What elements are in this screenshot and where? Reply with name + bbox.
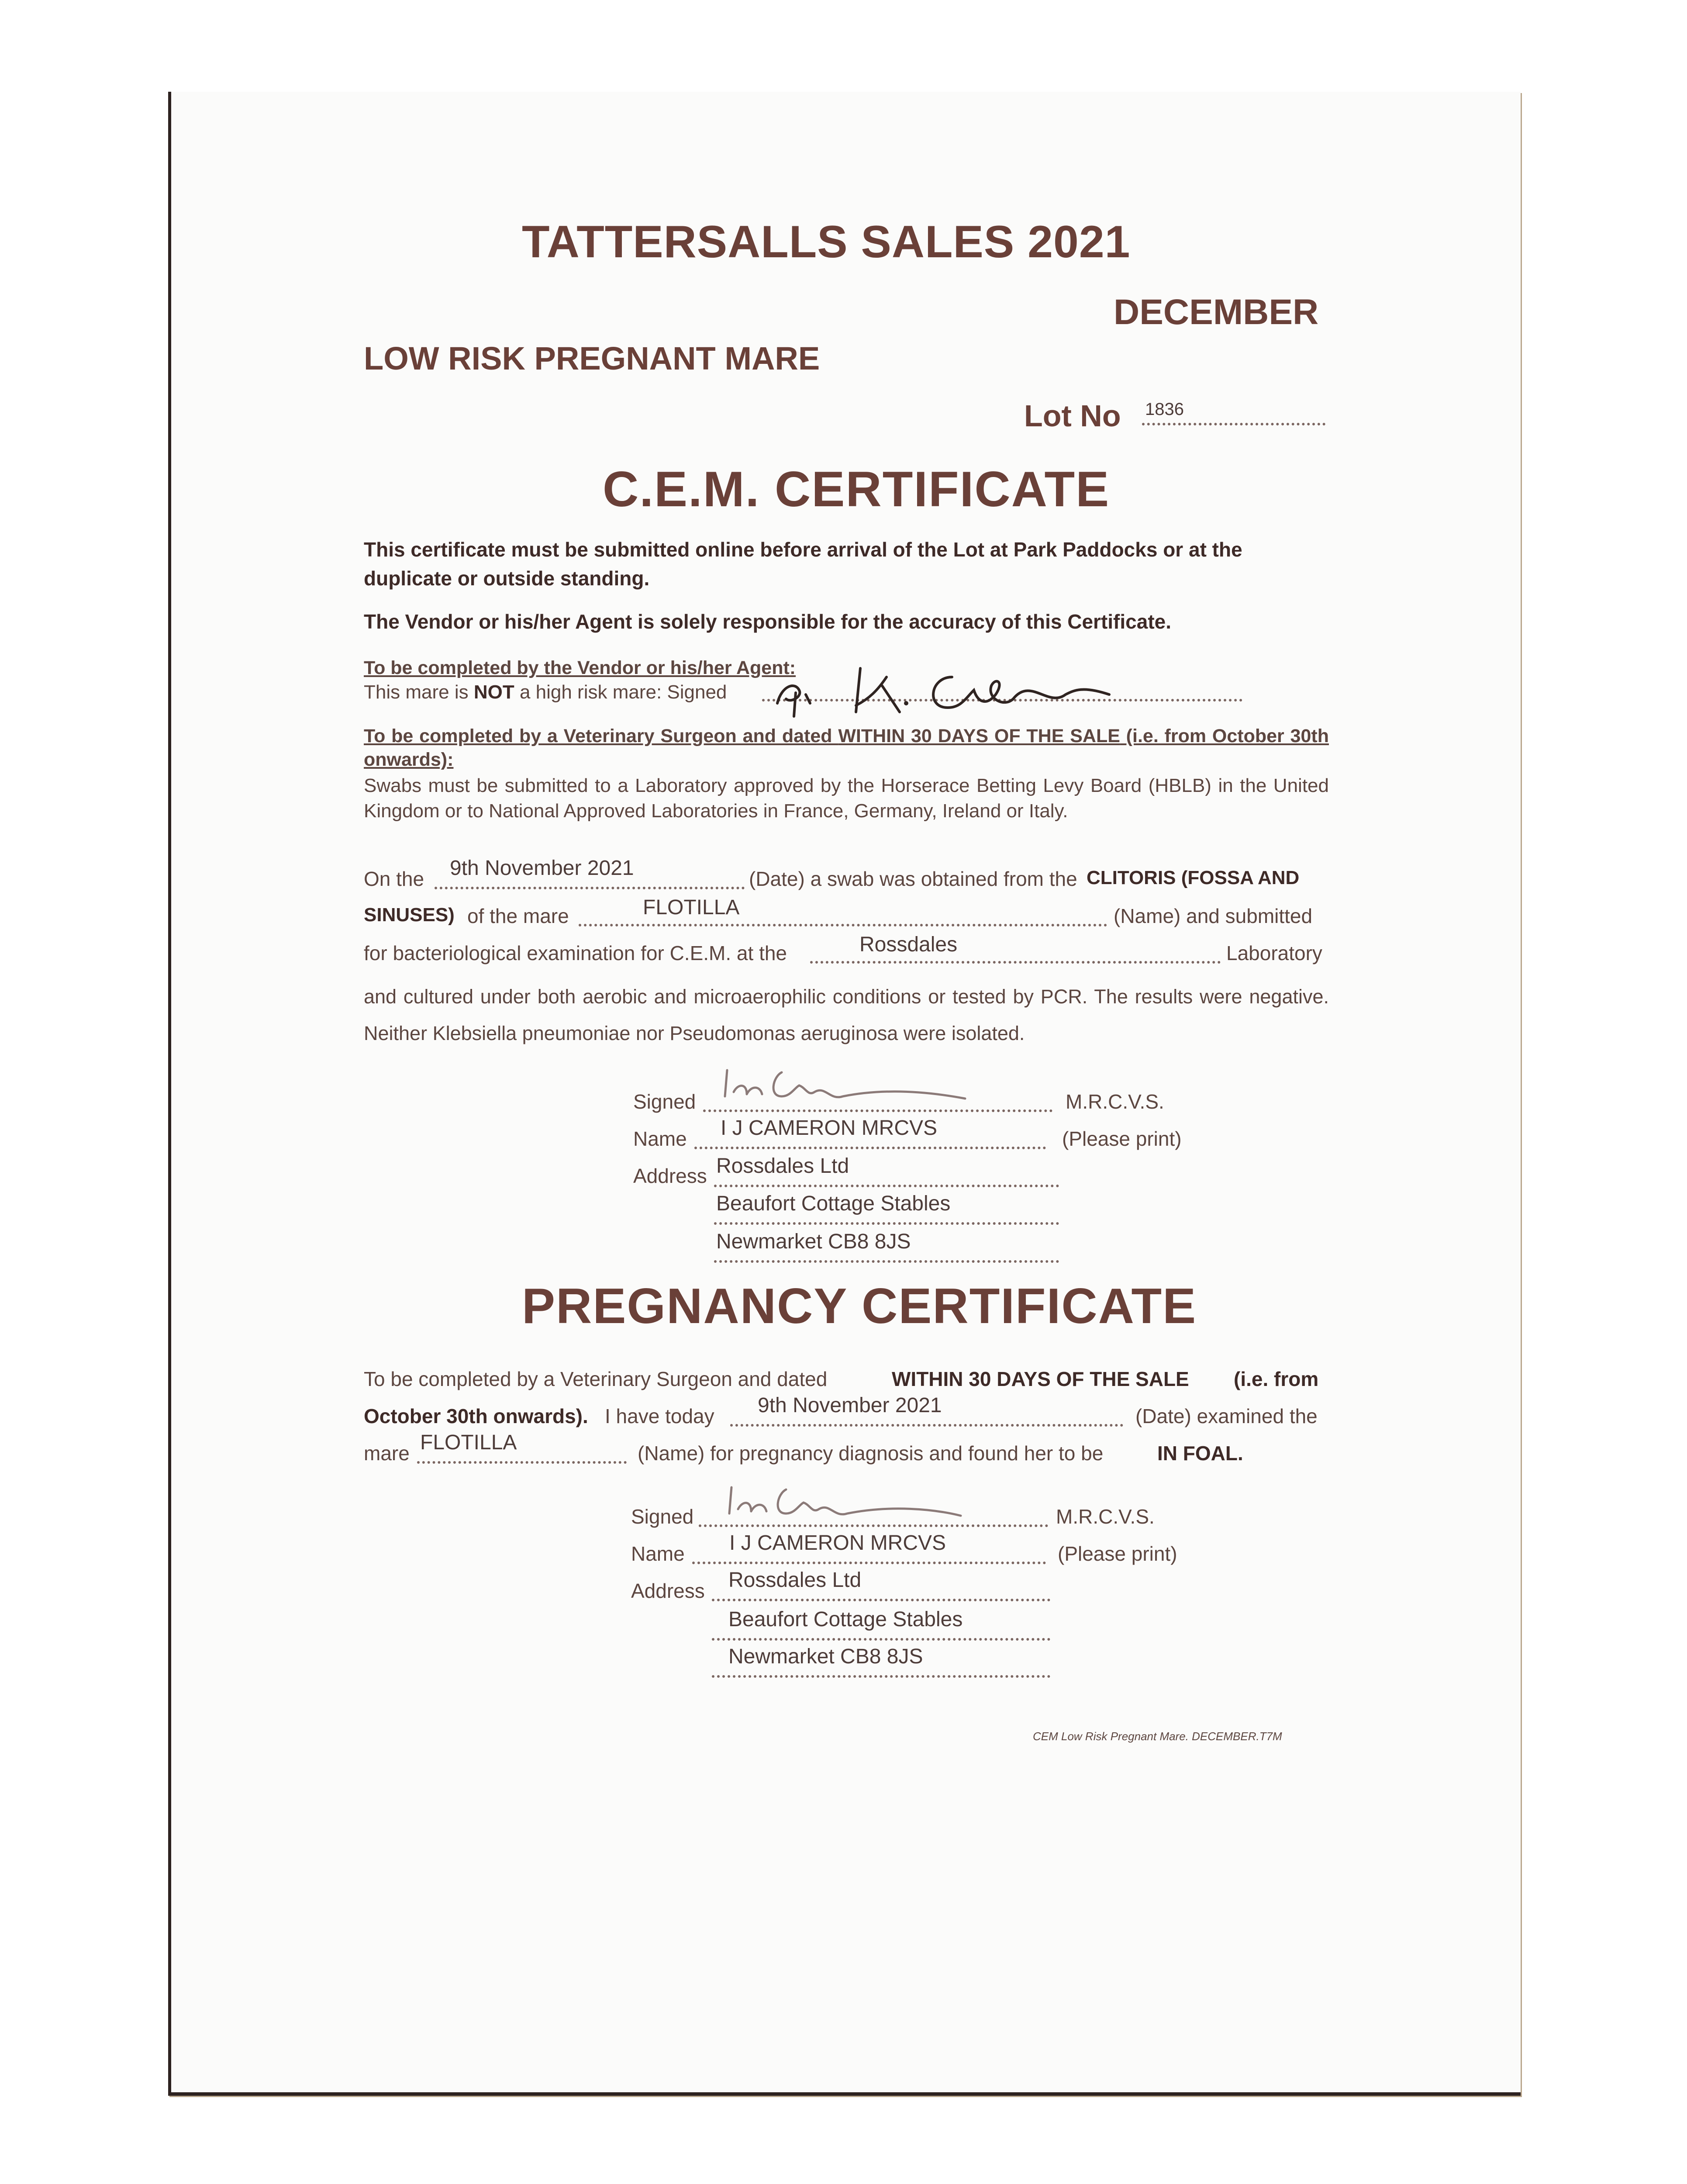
cem-address-3: Newmarket CB8 8JS — [716, 1230, 911, 1253]
swab-date-value: 9th November 2021 — [450, 857, 634, 880]
lot-dots — [1142, 423, 1325, 425]
pregnancy-certificate-title: PREGNANCY CERTIFICATE — [522, 1279, 1197, 1334]
lot-number-value: 1836 — [1145, 400, 1184, 419]
vendor-declaration — [364, 681, 727, 703]
preg-address-line-1 — [712, 1599, 1050, 1601]
laboratory-word: Laboratory — [1226, 942, 1322, 964]
diagnosis-text: (Name) for pregnancy diagnosis and found her to be — [638, 1442, 1104, 1465]
form-subtitle: LOW RISK PREGNANT MARE — [364, 340, 820, 377]
cem-signed-line — [703, 1109, 1052, 1112]
preg-address-line-3 — [712, 1675, 1050, 1678]
vendor-line-not: NOT — [473, 681, 514, 703]
cem-vet-signature — [721, 1061, 983, 1109]
cem-mare-name: FLOTILLA — [643, 896, 740, 919]
vet-heading-a: To be completed by a Veterinary Surgeon and dated — [364, 726, 838, 746]
sale-title: TATTERSALLS SALES 2021 — [522, 217, 1131, 267]
in-foal-text: IN FOAL. — [1157, 1442, 1243, 1465]
preg-mrcvs-label: M.R.C.V.S. — [1056, 1505, 1155, 1528]
preg-intro-a: To be completed by a Veterinary Surgeon and dated — [364, 1368, 828, 1390]
lot-label: Lot No — [1024, 399, 1121, 433]
name-submitted-text: (Name) and submitted — [1114, 905, 1313, 927]
preg-signed-label: Signed — [631, 1505, 694, 1528]
vet-heading-c: (i.e. from October 30th onwards): — [364, 726, 1329, 770]
exam-date-value: 9th November 2021 — [758, 1394, 942, 1417]
preg-name-line — [692, 1562, 1046, 1564]
preg-name-label: Name — [631, 1542, 685, 1565]
exam-date-line — [730, 1424, 1123, 1427]
lot-number-line — [1024, 398, 1121, 433]
vendor-signature — [769, 651, 1131, 721]
preg-address-label: Address — [631, 1579, 705, 1602]
cem-address-label: Address — [633, 1165, 707, 1187]
sale-month: DECEMBER — [1114, 292, 1319, 332]
preg-intro-b: WITHIN 30 DAYS OF THE SALE — [892, 1368, 1189, 1390]
vendor-line-post: a high risk mare: Signed — [514, 681, 727, 703]
results-text: and cultured under both aerobic and microaerophilic conditions or tested by PCR. The results were negative. Neither Klebsiella pneumoniae nor Pseudomonas aeruginosa were isolated. — [364, 985, 1329, 1044]
laboratory-line — [810, 961, 1221, 964]
cem-address-line-1 — [714, 1185, 1059, 1187]
cem-address-line-3 — [714, 1260, 1059, 1263]
preg-mare-line — [417, 1461, 627, 1464]
swab-date-text: (Date) a swab was obtained from the — [749, 867, 1077, 890]
preg-intro-e: I have today — [605, 1405, 714, 1427]
preg-please-print: (Please print) — [1058, 1542, 1177, 1565]
date-examined-text: (Date) examined the — [1135, 1405, 1318, 1427]
vet-heading-b: WITHIN 30 DAYS OF THE SALE — [838, 726, 1120, 746]
cem-notice-responsibility: The Vendor or his/her Agent is solely responsible for the accuracy of this Certificate. — [364, 610, 1172, 633]
of-the-mare-label: of the mare — [467, 905, 569, 927]
preg-address-2: Beaufort Cottage Stables — [728, 1608, 963, 1631]
cem-certificate-title: C.E.M. CERTIFICATE — [603, 462, 1110, 517]
laboratory-name: Rossdales — [859, 933, 958, 956]
preg-address-3: Newmarket CB8 8JS — [728, 1645, 923, 1668]
swabs-instructions: Swabs must be submitted to a Laboratory approved by the Horserace Betting Levy Board (HBLB) in the United Kingdom or to National Approved Laboratories in France, Germany, Ireland or Italy. — [364, 775, 1329, 822]
cem-mrcvs-label: M.R.C.V.S. — [1066, 1090, 1164, 1113]
cem-vet-name: I J CAMERON MRCVS — [721, 1116, 938, 1140]
preg-intro-c: (i.e. from — [1234, 1368, 1319, 1390]
cem-address-1: Rossdales Ltd — [716, 1154, 849, 1178]
vendor-heading: To be completed by the Vendor or his/her Agent: — [364, 657, 796, 678]
bacteriological-text: for bacteriological examination for C.E.M. at the — [364, 942, 787, 964]
vet-heading — [364, 724, 1329, 771]
cem-signed-label: Signed — [633, 1090, 696, 1113]
cem-address-2: Beaufort Cottage Stables — [716, 1192, 951, 1215]
cem-notice-submission: This certificate must be submitted online before arrival of the Lot at Park Paddocks or at the duplicate or outside standing. — [364, 538, 1242, 590]
preg-mare-word: mare — [364, 1442, 410, 1465]
mare-name-line — [579, 924, 1107, 926]
preg-address-1: Rossdales Ltd — [728, 1569, 862, 1592]
cem-name-line — [694, 1147, 1046, 1149]
swab-date-line — [435, 887, 745, 889]
cem-address-line-2 — [714, 1222, 1059, 1225]
cem-please-print: (Please print) — [1062, 1127, 1182, 1150]
preg-mare-name: FLOTILLA — [420, 1431, 517, 1454]
preg-intro-d: October 30th onwards). — [364, 1405, 588, 1427]
vendor-line-pre: This mare is — [364, 681, 474, 703]
form-reference: CEM Low Risk Pregnant Mare. DECEMBER.T7M — [1033, 1730, 1282, 1743]
preg-vet-signature — [725, 1479, 987, 1527]
clitoris-text: CLITORIS (FOSSA AND — [1087, 867, 1300, 888]
cem-name-label: Name — [633, 1127, 687, 1150]
preg-vet-name: I J CAMERON MRCVS — [729, 1531, 946, 1555]
sinuses-text: SINUSES) — [364, 904, 455, 926]
on-the-label: On the — [364, 867, 424, 890]
preg-address-line-2 — [712, 1638, 1050, 1641]
